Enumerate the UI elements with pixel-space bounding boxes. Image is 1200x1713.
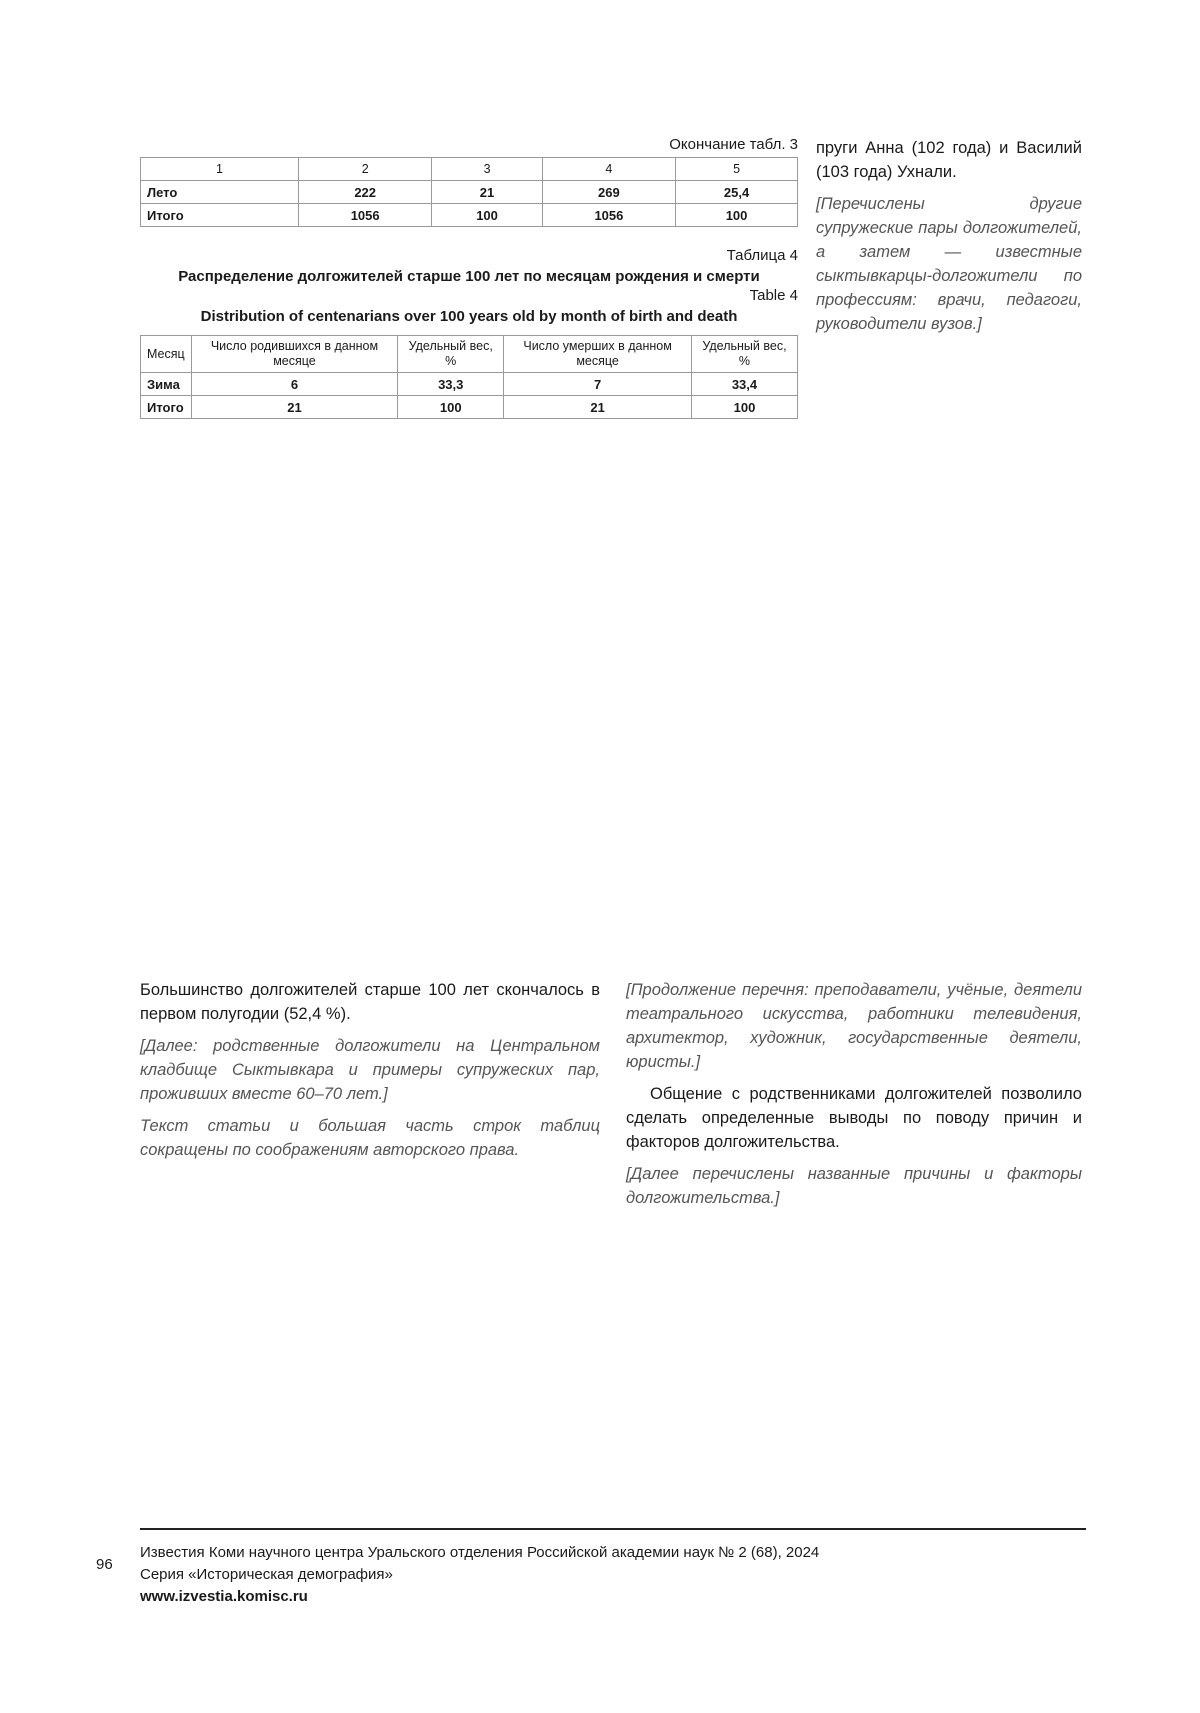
- table4-value-cell: 33,4: [691, 373, 797, 396]
- table4-header-month: Месяц: [141, 336, 192, 373]
- lower-right-summary-2: [Далее перечислены названные причины и факторы долгожительства.]: [626, 1165, 1082, 1207]
- journal-url: www.izvestia.komisc.ru: [140, 1588, 308, 1605]
- table3-period-cell: Лето: [141, 181, 299, 204]
- table3-column-number: 2: [299, 158, 432, 181]
- right-column-start: пруги Анна (102 года) и Василий (103 года) Ухнали.: [816, 139, 1082, 181]
- table4-period-cell: Зима: [141, 373, 192, 396]
- footer-rule: [140, 1528, 1086, 1530]
- table4-caption-en: Distribution of centenarians over 100 years old by month of birth and death: [200, 308, 738, 325]
- table4-value-cell: 100: [398, 396, 504, 419]
- table4-row: [141, 373, 798, 396]
- right-text-column: [816, 136, 1082, 336]
- page-number: 96: [96, 1556, 113, 1573]
- table4-label-en: Table 4: [749, 287, 798, 304]
- table3-value-cell: 269: [542, 181, 675, 204]
- tables-column: [140, 136, 798, 419]
- table4-header-born-share: Удельный вес, %: [398, 336, 504, 373]
- table4-header-row: [141, 336, 798, 373]
- table4-value-cell: 7: [504, 373, 692, 396]
- table3-value-cell: 100: [432, 204, 542, 227]
- journal-series: Серия «Историческая демография»: [140, 1566, 393, 1583]
- lower-right-summary: [Продолжение перечня: преподаватели, учёные, деятели театрального искусства, работники телевидения, архитектор, художник, государственные деятели, юристы.]: [626, 981, 1082, 1071]
- table3-column-number-row: [141, 158, 798, 181]
- table4-header-born: Число родившихся в данном месяце: [191, 336, 398, 373]
- lower-left-summary: [Далее: родственные долгожители на Центральном кладбище Сыктывкара и примеры супружеских пар, проживших вместе 60–70 лет.]: [140, 1037, 600, 1103]
- right-column-summary: [Перечислены другие супружеские пары долгожителей, а затем — известные сыктывкарцы-долгожители по профессиям: врачи, педагоги, руководители вузов.]: [816, 195, 1082, 333]
- table3-value-cell: 222: [299, 181, 432, 204]
- table4-period-cell: Итого: [141, 396, 192, 419]
- table3-continuation-label: Окончание табл. 3: [669, 136, 798, 153]
- table3-value-cell: 1056: [542, 204, 675, 227]
- table4-caption: Распределение долгожителей старше 100 лет по месяцам рождения и смерти: [178, 268, 760, 285]
- table3-value-cell: 25,4: [676, 181, 798, 204]
- table4-label: Таблица 4: [726, 247, 798, 264]
- table4-value-cell: 21: [504, 396, 692, 419]
- table4-value-cell: 100: [691, 396, 797, 419]
- table3-value-cell: 1056: [299, 204, 432, 227]
- page-footer: [96, 1528, 1086, 1608]
- table3-value-cell: 100: [676, 204, 798, 227]
- table3-column-number: 3: [432, 158, 542, 181]
- table4-value-cell: 33,3: [398, 373, 504, 396]
- table3-value-cell: 21: [432, 181, 542, 204]
- table3-end: [140, 157, 798, 227]
- lower-right-start: Общение с родственниками долгожителей позволило сделать определенные выводы по поводу причин и факторов долгожительства.: [626, 1085, 1082, 1151]
- table4: [140, 335, 798, 419]
- table4-row: [141, 396, 798, 419]
- copyright-note: Текст статьи и большая часть строк таблиц сокращены по соображениям авторского права.: [140, 1117, 600, 1159]
- journal-title: Известия Коми научного центра Уральского отделения Российской академии наук № 2 (68), 2024: [140, 1544, 820, 1561]
- table3-period-cell: Итого: [141, 204, 299, 227]
- table3-column-number: 5: [676, 158, 798, 181]
- lower-right-text-column: [626, 978, 1082, 1210]
- table3-row: [141, 181, 798, 204]
- table3-row: [141, 204, 798, 227]
- table4-value-cell: 21: [191, 396, 398, 419]
- table4-header-died: Число умерших в данном месяце: [504, 336, 692, 373]
- lower-left-start: Большинство долгожителей старше 100 лет скончалось в первом полугодии (52,4 %).: [140, 981, 600, 1023]
- table3-column-number: 1: [141, 158, 299, 181]
- table3-column-number: 4: [542, 158, 675, 181]
- lower-left-text-column: [140, 978, 600, 1162]
- table4-header-died-share: Удельный вес, %: [691, 336, 797, 373]
- table4-value-cell: 6: [191, 373, 398, 396]
